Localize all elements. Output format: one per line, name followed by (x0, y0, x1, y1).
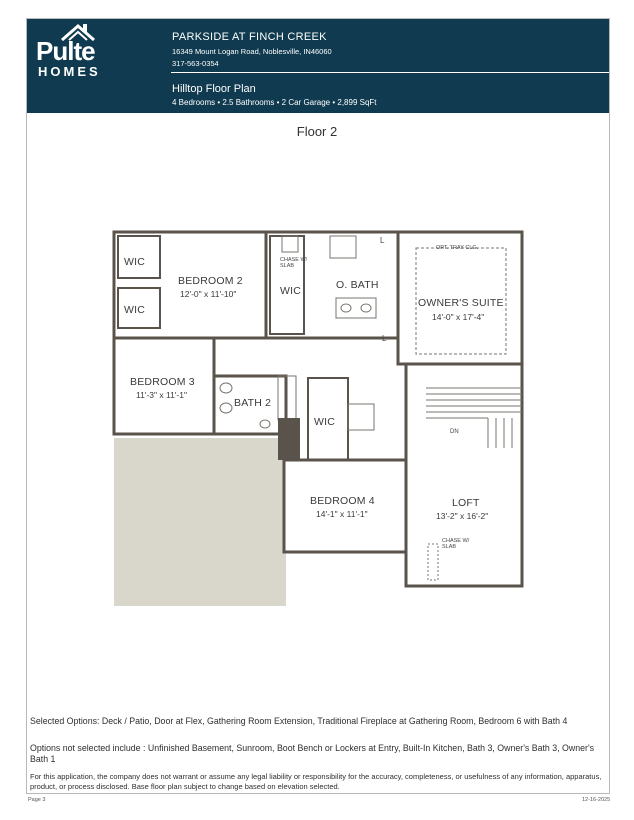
chase-label-bottom: CHASE W/ SLAB (442, 538, 470, 550)
bedroom4-dimensions: 14'-1" x 11'-1" (316, 509, 368, 519)
header-divider (171, 72, 609, 73)
plan-specs: 4 Bedrooms • 2.5 Bathrooms • 2 Car Garage • 2,899 SqFt (172, 98, 377, 107)
bedroom3-dimensions: 11'-3" x 11'-1" (136, 390, 188, 400)
options-not-selected-text: Options not selected include : Unfinished Basement, Sunroom, Boot Bench or Lockers at Entry, Built-In Kitchen, Bath 3, Owner's Bath 3, Owner's Bath 1 (30, 743, 595, 764)
wic-label-3: WIC (280, 285, 302, 297)
owners-suite-label: OWNER'S SUITE (418, 297, 504, 309)
wic-label-2: WIC (124, 304, 146, 316)
loft-block (406, 364, 522, 586)
bedroom3-label: BEDROOM 3 (130, 376, 195, 388)
obath-label: O. BATH (336, 279, 379, 291)
bedroom2-dimensions: 12'-0" x 11'-10" (180, 289, 237, 299)
pulte-homes-logo (30, 22, 110, 78)
chase-label-top: CHASE W/ SLAB (280, 257, 308, 269)
loft-dimensions: 13'-2" x 16'-2" (436, 511, 489, 521)
bedroom2-label: BEDROOM 2 (178, 275, 243, 287)
floor-plan-drawing (108, 228, 528, 628)
linen-label-mid: L (382, 334, 387, 343)
community-name: PARKSIDE AT FINCH CREEK (172, 31, 327, 43)
linen-label-top: L (380, 236, 385, 245)
selected-options-text: Selected Options: Deck / Patio, Door at Flex, Gathering Room Extension, Traditional Fireplace at Gathering Room, Bedroom 6 with Bath 4 (30, 716, 568, 726)
logo-homes-text: HOMES (38, 64, 101, 79)
wic-label-4: WIC (314, 416, 336, 428)
stair-down-label: DN (450, 429, 459, 435)
logo-pulte-text: Pulte (36, 36, 95, 66)
page-number: Page 3 (28, 797, 46, 803)
loft-label: LOFT (452, 497, 480, 509)
roof-area (114, 438, 286, 606)
owners-suite-dimensions: 14'-0" x 17'-4" (432, 312, 485, 322)
disclaimer-text: For this application, the company does not warrant or assume any legal liability or responsibility for the accuracy, completeness, or usefulness of any information, apparatus, product, or process disclosed. Base floor plan subject to change based on elevation selected. (30, 772, 602, 791)
document-date: 12-16-2025 (582, 797, 611, 803)
chase-shaft (278, 418, 300, 460)
bedroom4-label: BEDROOM 4 (310, 495, 375, 507)
community-phone[interactable]: 317-563-0354 (172, 59, 219, 68)
wic-label-1: WIC (124, 256, 146, 268)
community-address: 16349 Mount Logan Road, Noblesville, IN46060 (172, 47, 332, 56)
floor-title: Floor 2 (296, 124, 338, 139)
plan-name: Hilltop Floor Plan (172, 83, 256, 95)
tray-ceiling-label: OPT. TRAY CLG. (436, 245, 479, 251)
bath2-label: BATH 2 (234, 397, 272, 409)
